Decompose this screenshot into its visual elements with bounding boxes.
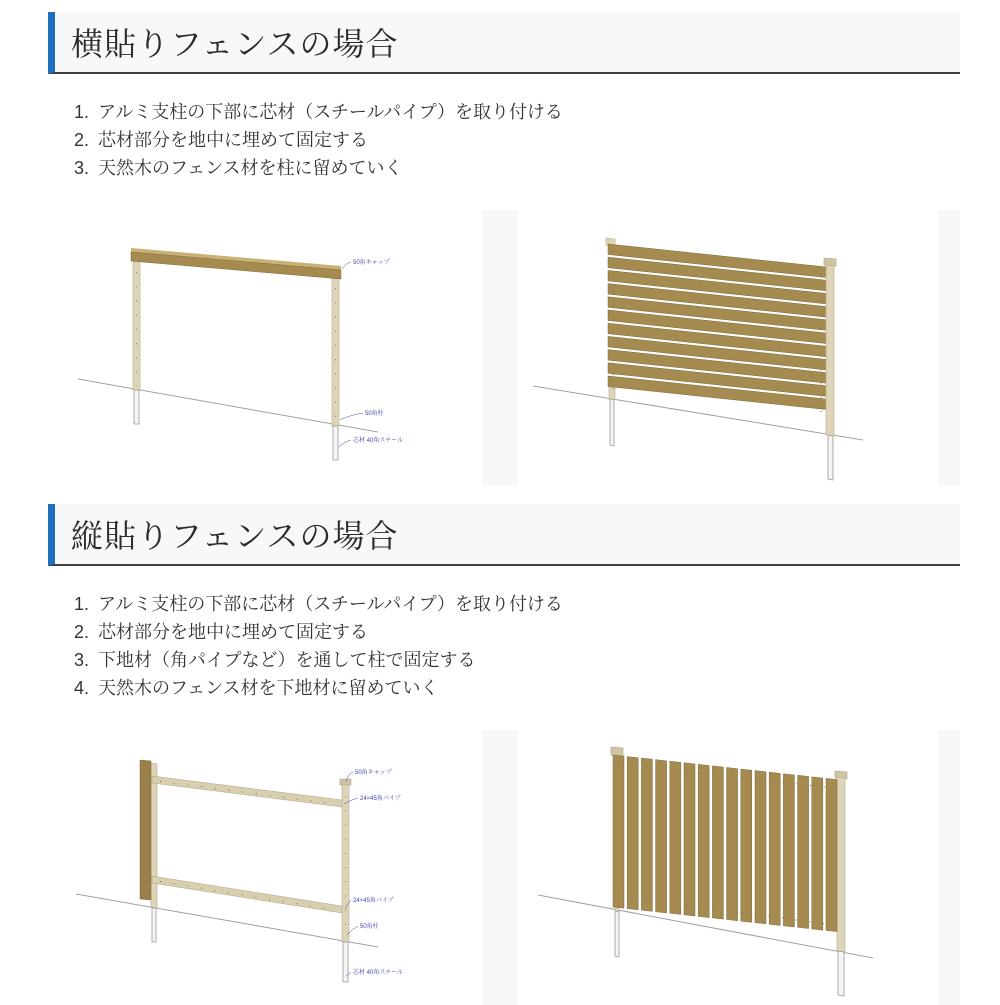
wood-board [140,760,151,900]
page [48,12,960,1005]
steel-pipe-icon [610,399,614,446]
step-item: 3. 下地材（角パイプなど）を通して柱で固定する [94,646,960,674]
ground-line [76,894,378,947]
step-item: 1. アルミ支柱の下部に芯材（スチールパイプ）を取り付ける [94,98,960,126]
steel-pipe-icon [828,435,833,480]
image-frame-horizontal [48,210,482,485]
image-row [48,730,960,1005]
section-vertical-fence [48,504,960,1005]
steel-pipe-icon [615,911,619,957]
section-heading: 横貼りフェンスの場合 [71,26,399,62]
step-item: 2. 芯材部分を地中に埋めて固定する [94,618,960,646]
step-item: 4. 天然木のフェンス材を下地材に留めていく [94,674,960,702]
image-frame-vertical [48,730,482,1005]
step-item: 3. 天然木のフェンス材を柱に留めていく [94,154,960,182]
diagram-label: 50角キャップ [355,770,392,776]
steel-pipe-icon [343,942,348,982]
steel-pipe-icon [134,390,139,424]
diagram-label: 50角キャップ [353,260,390,266]
section-heading-block [48,504,960,566]
top-beam [131,248,341,279]
diagram-label: 24×45角パイプ [353,898,394,904]
steel-pipe-icon [838,951,844,996]
diagram-labels [344,768,403,976]
diagram-label: 芯材 40角スチール [353,438,404,444]
section-heading: 縦貼りフェンスの場合 [71,518,399,554]
section-heading-block [48,12,960,74]
vertical-fence-frame-diagram [48,730,482,1005]
steel-pipe-icon [152,908,156,942]
diagram-label: 芯材 40角スチール [353,970,404,976]
step-item: 1. アルミ支柱の下部に芯材（スチールパイプ）を取り付ける [94,590,960,618]
bottom-rail [152,876,342,913]
diagram-label: 50角柱 [365,411,384,417]
fence-slats [613,755,837,932]
top-rail [152,776,342,807]
step-item: 2. 芯材部分を地中に埋めて固定する [94,126,960,154]
section-horizontal-fence [48,12,960,485]
steel-pipe-icon [333,426,338,460]
step-list [48,98,960,182]
horizontal-fence-frame-diagram [48,210,482,485]
right-post [332,268,339,460]
right-post [340,779,351,982]
left-post [133,250,140,424]
vertical-fence-complete-diagram [518,730,938,1005]
diagram-labels [339,258,403,447]
image-row [48,210,960,485]
right-post [824,258,836,480]
fence-slats [608,244,826,413]
diagram-label: 24×45角パイプ [360,796,401,802]
left-post [140,760,157,942]
image-completed-horizontal [518,210,938,485]
horizontal-fence-complete-diagram [518,210,938,485]
image-completed-vertical [518,730,938,1005]
diagram-label: 50角柱 [360,924,379,930]
step-list [48,590,960,702]
